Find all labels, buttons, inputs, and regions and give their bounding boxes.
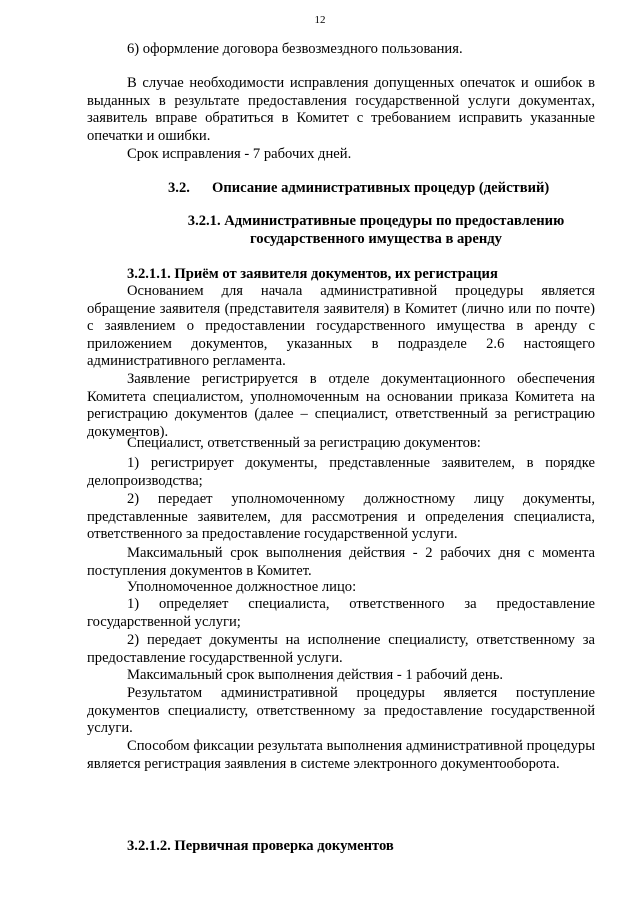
paragraph-official: Уполномоченное должностное лицо: (127, 579, 357, 595)
paragraph-correction-term: Срок исправления - 7 рабочих дней. (127, 146, 352, 162)
paragraph-max-term-1: Максимальный срок выполнения действия - 1 рабочий день. (127, 667, 504, 683)
paragraph-fixation: Способом фиксации результата выполнения административной процедуры является регистрация заявления в системе электронного документооборота. (87, 738, 595, 772)
heading-3-2-1-2: 3.2.1.2. Первичная проверка документов (127, 838, 394, 854)
paragraph-max-term-2: Максимальный срок выполнения действия - 2 рабочих дня с момента поступления документов в Комитет. (87, 545, 595, 579)
page-number: 12 (314, 14, 326, 26)
paragraph-official-2: 2) передает документы на исполнение специалисту, ответственному за предоставление государственной услуги. (87, 632, 595, 666)
heading-3-2-number: 3.2. (168, 180, 190, 196)
paragraph-result: Результатом административной процедуры является поступление документов специалисту, ответственному за предоставление государственной услуги. (87, 685, 595, 737)
paragraph-basis: Основанием для начала административной процедуры является обращение заявителя (представителя заявителя) в Комитет (лично или по почте) с заявлением о предоставлении государственного имущества в аренду с приложением документов, указанных в подразделе 2.6 настоящего административного регламента. (87, 283, 595, 370)
paragraph-errors: В случае необходимости исправления допущенных опечаток и ошибок в выданных в результате предоставления государственной услуги документах, заявитель вправе обратиться в Комитет с требованием исправить указанные опечатки и ошибки. (87, 75, 595, 144)
paragraph-item-6: 6) оформление договора безвозмездного пользования. (127, 41, 463, 57)
heading-3-2-title: Описание административных процедур (действий) (212, 180, 550, 196)
paragraph-specialist-2: 2) передает уполномоченному должностному лицу документы, представленные заявителем, для рассмотрения и определения специалиста, ответственного за предоставление государственной услуги. (87, 491, 595, 543)
paragraph-specialist: Специалист, ответственный за регистрацию документов: (127, 435, 481, 451)
heading-3-2-1-1: 3.2.1.1. Приём от заявителя документов, их регистрация (127, 266, 498, 282)
heading-3-2-1: 3.2.1. Административные процедуры по предоставлению государственного имущества в аренду (187, 213, 565, 247)
paragraph-official-1: 1) определяет специалиста, ответственного за предоставление государственной услуги; (87, 596, 595, 630)
paragraph-registration: Заявление регистрируется в отделе документационного обеспечения Комитета специалистом, уполномоченным на основании приказа Комитета на регистрацию документов (далее – специалист, ответственный за регистрацию документов). (87, 371, 595, 440)
paragraph-specialist-1: 1) регистрирует документы, представленные заявителем, в порядке делопроизводства; (87, 455, 595, 489)
